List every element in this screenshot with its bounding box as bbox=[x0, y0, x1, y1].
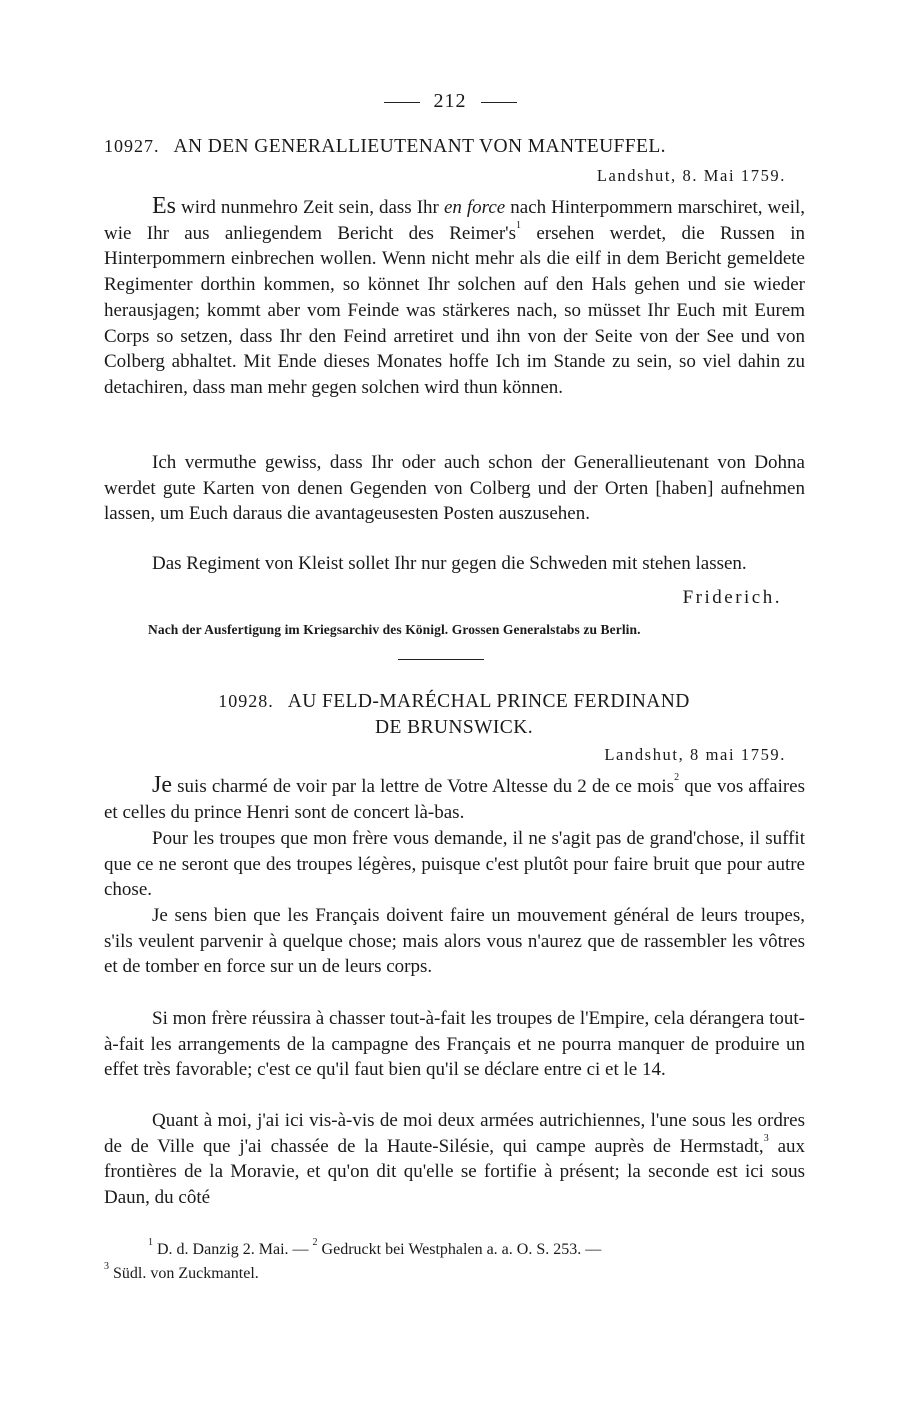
text-run: suis charmé de voir par la lettre de Votre Altesse du 2 de ce mois bbox=[172, 776, 675, 797]
page-number-dash-left bbox=[384, 102, 420, 103]
page-number bbox=[0, 90, 900, 113]
footnote-marker: 3 bbox=[104, 1261, 109, 1272]
dateline-10928: Landshut, 8 mai 1759. bbox=[604, 745, 786, 764]
footnotes bbox=[104, 1238, 814, 1286]
initial-word: Je bbox=[152, 772, 172, 798]
text-run: wird nunmehro Zeit sein, dass Ihr bbox=[176, 197, 444, 218]
footnote-line-1 bbox=[104, 1238, 814, 1262]
page-number-dash-right bbox=[481, 102, 517, 103]
footnote-marker: 1 bbox=[515, 219, 521, 231]
letter-title: AU FELD-MARÉCHAL PRINCE FERDINAND bbox=[287, 691, 690, 712]
text-run: Ich vermuthe gewiss, dass Ihr oder auch schon der Generallieutenant von Dohna werdet gute Karten von denen Gegenden von Colberg und der Orten [haben] aufnehmen lassen, um Euch daraus die avantageusesten Posten auszusehen. bbox=[104, 452, 805, 525]
footnote-marker: 1 bbox=[148, 1237, 153, 1248]
footnote-line-2 bbox=[104, 1262, 814, 1286]
footnote-text: D. d. Danzig 2. Mai. — bbox=[153, 1241, 313, 1258]
letter-heading-10927 bbox=[104, 133, 804, 160]
text-run: ersehen werdet, die Russen in Hinterpommern einbrechen wollen. Wenn nicht mehr als die eilf in dem Bericht gemeldete Regimenter dorthin kommen, so könnet Ihr solchen auf den Hals gehen und sie wieder herausjagen; kommt aber vom Feinde was stärkeres nach, so müsset Ihr Euch mit Eurem Corps so setzen, dass Ihr den Feind arretiret und ihn von der Seite von der See und von Colberg abhaltet. Mit Ende dieses Monates hoffe Ich im Stande zu sein, so viel dahin zu detachiren, dass man mehr gegen solchen wird thun können. bbox=[104, 222, 805, 398]
paragraph-10927-3 bbox=[104, 551, 805, 577]
paragraph-10928-2 bbox=[104, 826, 805, 903]
letter-heading-10928 bbox=[104, 688, 804, 741]
paragraph-10928-4 bbox=[104, 1006, 805, 1083]
source-note: Nach der Ausfertigung im Kriegsarchiv des Königl. Grossen Generalstabs zu Berlin. bbox=[148, 622, 641, 637]
section-divider bbox=[398, 659, 484, 660]
dateline-10927: Landshut, 8. Mai 1759. bbox=[596, 166, 786, 185]
letter-number: 10928. bbox=[218, 691, 274, 711]
footnote-marker: 2 bbox=[312, 1237, 318, 1248]
paragraph-10927-2 bbox=[104, 450, 805, 527]
text-run: que vos affaires et celles du prince Henri sont de concert là-bas. bbox=[104, 776, 806, 823]
footnote-text: Gedruckt bei Westphalen a. a. O. S. 253. — bbox=[317, 1241, 602, 1258]
text-run: aux frontières de la Moravie, et qu'on dit qu'elle se fortifie à présent; la seconde est ici sous Daun, du côté bbox=[104, 1135, 805, 1209]
text-run: Pour les troupes que mon frère vous demande, il ne s'agit pas de grand'chose, il suffit que ce ne seront que des troupes légères, puisque c'est plutôt pour faire bruit que pour autre chose. bbox=[104, 828, 805, 901]
text-run: Je sens bien que les Français doivent faire un mouvement général de leurs troupes, s'ils veulent parvenir à quelque chose; mais alors vous n'aurez que de rassembler les vôtres et de tomber en force sur un de leurs corps. bbox=[104, 905, 805, 978]
letter-title: AN DEN GENERALLIEUTENANT VON MANTEUFFEL. bbox=[173, 136, 666, 157]
paragraph-10928-3 bbox=[104, 903, 805, 980]
initial-word: Es bbox=[152, 193, 176, 219]
letter-title-line-2: DE BRUNSWICK. bbox=[375, 717, 533, 738]
footnote-marker: 2 bbox=[674, 772, 680, 783]
footnote-text: Südl. von Zuckmantel. bbox=[109, 1265, 259, 1282]
text-run: Si mon frère réussira à chasser tout-à-fait les troupes de l'Empire, cela dérangera tout-à-fait les arrangements de la campagne des Français et ne pourra manquer de produire un effet très favorable; c'est ce qu'il faut bien qu'il se déclare entre ci et le 14. bbox=[104, 1008, 805, 1081]
paragraph-10927-1 bbox=[104, 194, 805, 401]
paragraph-10928-1 bbox=[104, 773, 805, 825]
paragraph-10928-5 bbox=[104, 1108, 805, 1211]
footnote-marker: 3 bbox=[763, 1132, 769, 1144]
text-run: Quant à moi, j'ai ici vis-à-vis de moi deux armées autrichiennes, l'une sous les ordres de de Ville que j'ai chassée de la Haute-Silésie, qui campe auprès de Hermstadt, bbox=[104, 1110, 805, 1157]
signature: Friderich. bbox=[682, 587, 782, 608]
italic-phrase: en force bbox=[443, 197, 506, 218]
page-number-text: 212 bbox=[433, 90, 467, 112]
text-run: Das Regiment von Kleist sollet Ihr nur gegen die Schweden mit stehen lassen. bbox=[152, 553, 747, 574]
text-run: nach Hinterpommern marschiret, weil, wie Ihr aus anliegendem Bericht des Reimer's bbox=[104, 197, 805, 244]
letter-number: 10927. bbox=[104, 136, 160, 156]
letter-title-line-1 bbox=[104, 688, 804, 715]
